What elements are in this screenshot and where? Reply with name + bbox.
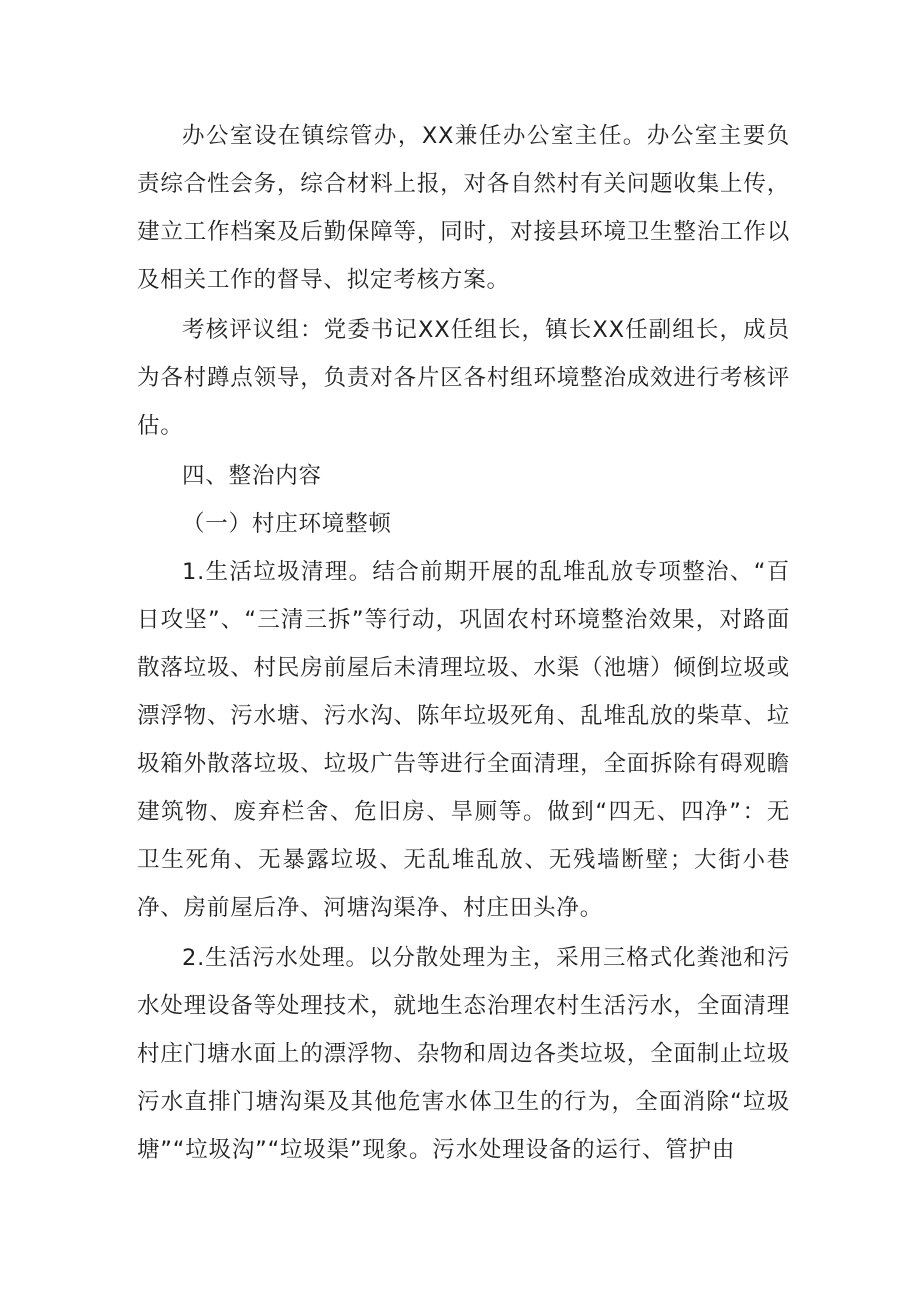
paragraph-garbage-cleanup: 1.生活垃圾清理。结合前期开展的乱堆乱放专项整治、“百日攻坚”、“三清三拆”等行动，巩固农村环境整治效果，对路面散落垃圾、村民房前屋后未清理垃圾、水渠（池塘）倾倒垃圾或漂浮物、污水塘、污水沟、陈年垃圾死角、乱堆乱放的柴草、垃圾箱外散落垃圾、垃圾广告等进行全面清理，全面拆除有碍观瞻建筑物、废弃栏舍、危旧房、旱厕等。做到“四无、四净”：无卫生死角、无暴露垃圾、无乱堆乱放、无残墙断壁；大街小巷净、房前屋后净、河塘沟渠净、村庄田头净。 <box>137 559 790 921</box>
paragraph-assessment-group: 考核评议组：党委书记XX任组长，镇长XX任副组长，成员为各村蹲点领导，负责对各片区各村组环境整治成效进行考核评估。 <box>137 317 790 439</box>
subsection-heading-village-environment: （一）村庄环境整顿 <box>182 511 392 537</box>
paragraph-office-duties: 办公室设在镇综管办，XX兼任办公室主任。办公室主要负责综合性会务，综合材料上报，对各自然村有关问题收集上传，建立工作档案及后勤保障等，同时，对接县环境卫生整治工作以及相关工作的督导、拟定考核方案。 <box>137 123 790 293</box>
document-body <box>137 112 790 1174</box>
section-heading-rectification-content: 四、整治内容 <box>182 463 322 489</box>
paragraph-sewage-treatment: 2.生活污水处理。以分散处理为主，采用三格式化粪池和污水处理设备等处理技术，就地生态治理农村生活污水，全面清理村庄门塘水面上的漂浮物、杂物和周边各类垃圾，全面制止垃圾污水直排门塘沟渠及其他危害水体卫生的行为，全面消除“垃圾塘”“垃圾沟”“垃圾渠”现象。污水处理设备的运行、管护由 <box>137 945 790 1163</box>
